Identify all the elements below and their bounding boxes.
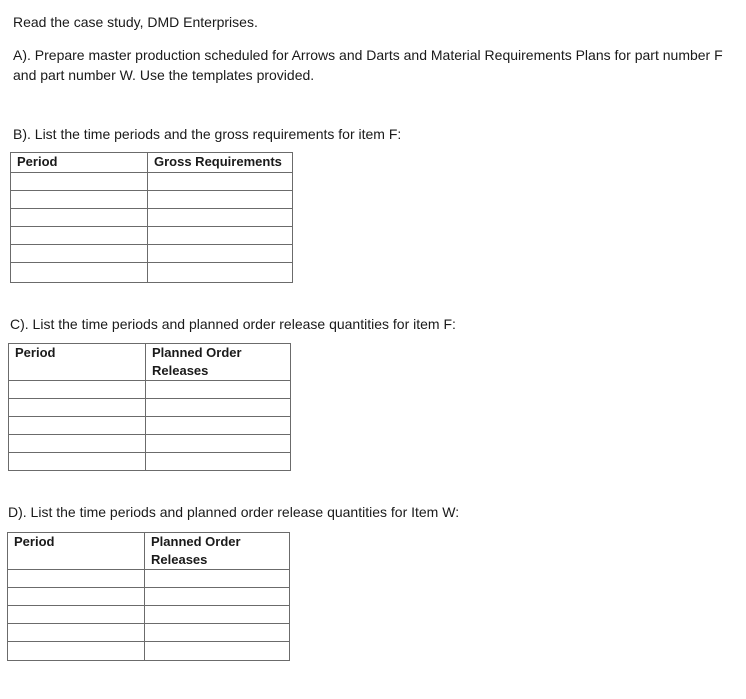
header-planned-order-releases: Planned Order Releases	[146, 344, 291, 381]
table-cell[interactable]	[146, 399, 291, 417]
table-cell[interactable]	[148, 173, 293, 191]
table-cell[interactable]	[148, 245, 293, 263]
part-a-text: A). Prepare master production scheduled for Arrows and Darts and Material Requirements Plans for part number F and part number W. Use the templates provided.	[13, 47, 723, 83]
header-planned-order-releases: Planned Order Releases	[145, 533, 290, 570]
table-cell[interactable]	[145, 606, 290, 624]
table-cell[interactable]	[9, 417, 146, 435]
part-c-prompt: C). List the time periods and planned order release quantities for item F:	[10, 316, 456, 332]
header-gross-requirements: Gross Requirements	[148, 153, 293, 173]
table-cell[interactable]	[145, 642, 290, 661]
table-cell[interactable]	[8, 570, 145, 588]
table-cell[interactable]	[145, 570, 290, 588]
table-cell[interactable]	[11, 227, 148, 245]
table-cell[interactable]	[8, 588, 145, 606]
gross-requirements-table-f	[10, 152, 293, 283]
header-period: Period	[9, 344, 146, 381]
table-cell[interactable]	[146, 381, 291, 399]
planned-order-releases-table-f	[8, 343, 291, 471]
table-cell[interactable]	[146, 417, 291, 435]
planned-order-releases-table-w	[7, 532, 290, 661]
table-cell[interactable]	[145, 624, 290, 642]
table-cell[interactable]	[148, 227, 293, 245]
table-cell[interactable]	[9, 399, 146, 417]
table-cell[interactable]	[146, 453, 291, 471]
header-period: Period	[11, 153, 148, 173]
table-cell[interactable]	[9, 435, 146, 453]
table-cell[interactable]	[148, 263, 293, 283]
part-b-prompt: B). List the time periods and the gross requirements for item F:	[13, 126, 402, 142]
table-cell[interactable]	[145, 588, 290, 606]
part-d-prompt: D). List the time periods and planned order release quantities for Item W:	[8, 504, 460, 520]
intro-text: Read the case study, DMD Enterprises.	[13, 14, 258, 30]
table-cell[interactable]	[148, 191, 293, 209]
header-period: Period	[8, 533, 145, 570]
table-cell[interactable]	[11, 209, 148, 227]
table-cell[interactable]	[148, 209, 293, 227]
table-cell[interactable]	[146, 435, 291, 453]
table-cell[interactable]	[11, 263, 148, 283]
table-cell[interactable]	[9, 381, 146, 399]
table-cell[interactable]	[8, 606, 145, 624]
table-cell[interactable]	[11, 191, 148, 209]
table-cell[interactable]	[9, 453, 146, 471]
table-cell[interactable]	[8, 642, 145, 661]
table-cell[interactable]	[11, 245, 148, 263]
table-cell[interactable]	[11, 173, 148, 191]
table-cell[interactable]	[8, 624, 145, 642]
